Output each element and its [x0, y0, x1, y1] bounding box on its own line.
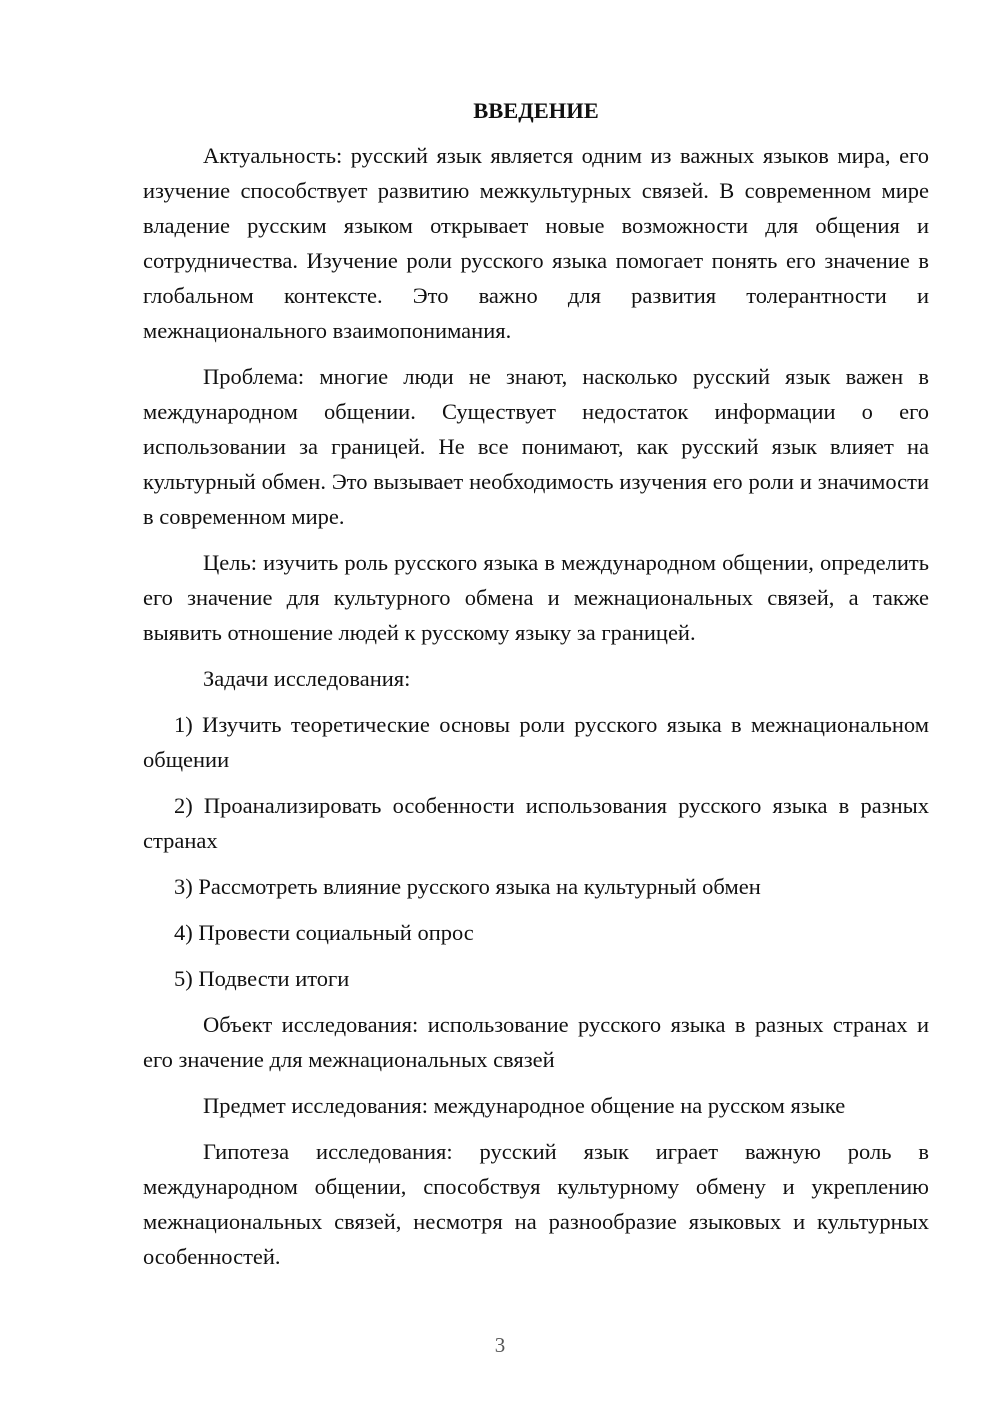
tasks-label: Задачи исследования:: [203, 666, 411, 691]
relevance-paragraph: Актуальность: русский язык является одним из важных языков мира, его изучение способствует развитию межкультурных связей. В современном мире владение русским языком открывает новые возможности для общения и сотрудничества. Изучение роли русского языка помогает понять его значение в глобальном контексте. Это важно для развития толерантности и межнационального взаимопонимания.: [143, 143, 929, 343]
document-page: [143, 93, 929, 1285]
page-title: ВВЕДЕНИЕ: [473, 98, 599, 123]
subject-paragraph: Предмет исследования: международное общение на русском языке: [203, 1093, 846, 1118]
hypothesis-paragraph: Гипотеза исследования: русский язык играет важную роль в международном общении, способствуя культурному обмену и укреплению межнациональных связей, несмотря на разнообразие языковых и культурных особенностей.: [143, 1139, 929, 1269]
object-paragraph: Объект исследования: использование русского языка в разных странах и его значение для межнациональных связей: [143, 1012, 929, 1072]
goal-paragraph: Цель: изучить роль русского языка в международном общении, определить его значение для культурного обмена и межнациональных связей, а также выявить отношение людей к русскому языку за границей.: [143, 550, 929, 645]
problem-paragraph: Проблема: многие люди не знают, насколько русский язык важен в международном общении. Существует недостаток информации о его использовании за границей. Не все понимают, как русский язык влияет на культурный обмен. Это вызывает необходимость изучения его роли и значимости в современном мире.: [143, 364, 929, 529]
task-item: 1) Изучить теоретические основы роли русского языка в межнациональном общении: [143, 712, 929, 772]
task-item: 5) Подвести итоги: [174, 966, 350, 991]
page-number: 3: [494, 1333, 506, 1357]
task-item: 4) Провести социальный опрос: [174, 920, 474, 945]
task-item: 2) Проанализировать особенности использования русского языка в разных странах: [143, 793, 929, 853]
task-item: 3) Рассмотреть влияние русского языка на культурный обмен: [174, 874, 761, 899]
